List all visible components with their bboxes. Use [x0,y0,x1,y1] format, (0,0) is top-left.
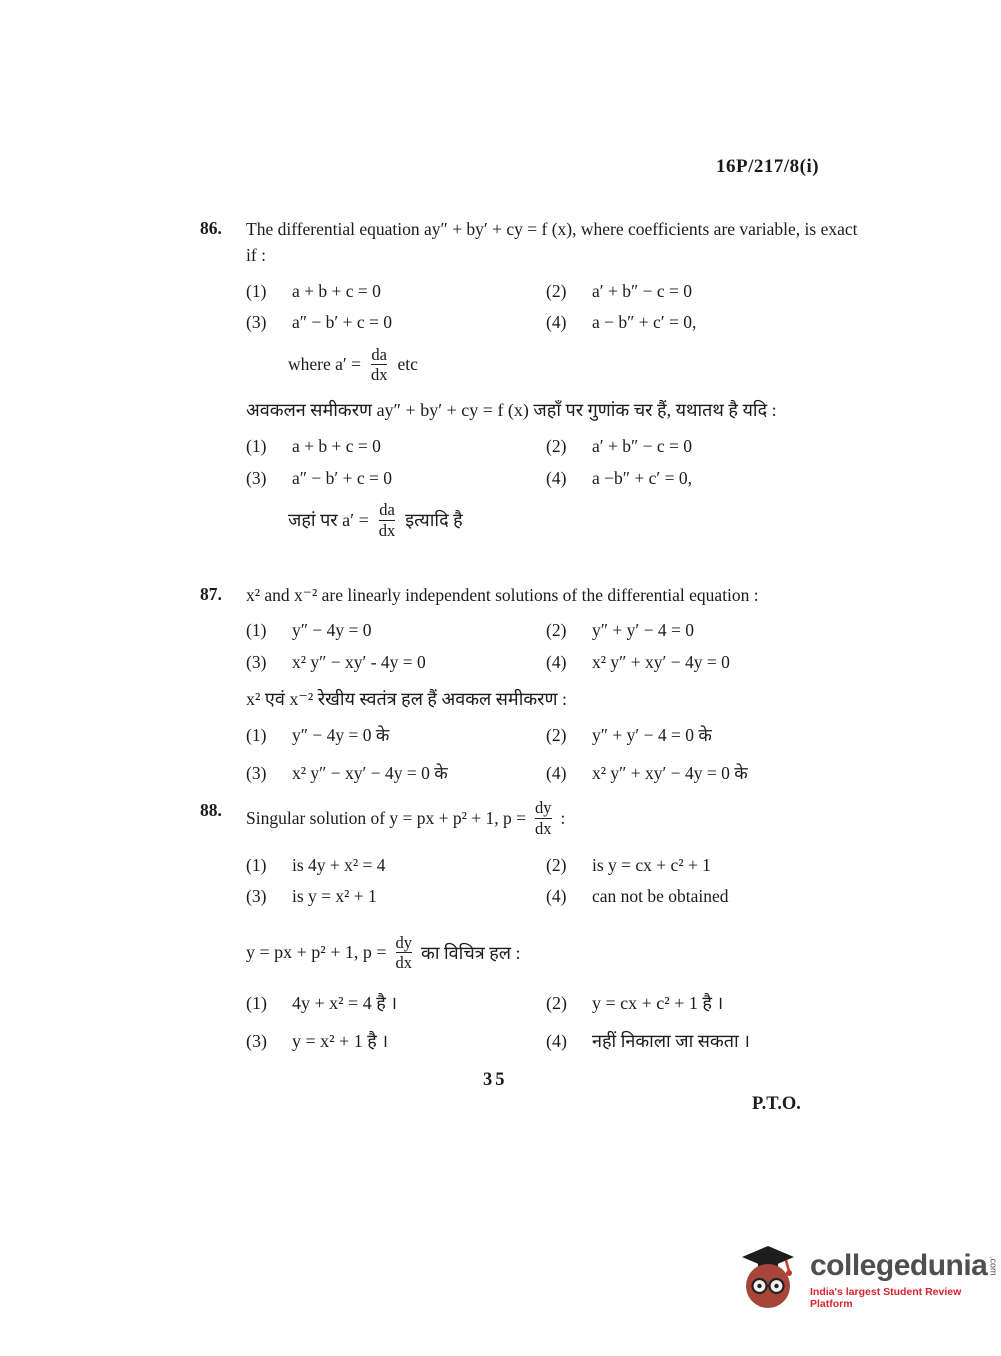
option-text: a″ − b′ + c = 0 [292,467,393,488]
option [246,434,546,459]
brand-domain: .com [988,1256,999,1276]
option-text: a′ + b″ − c = 0 [592,436,693,457]
question-87-options-hi [246,723,865,785]
intro-prefix: Singular solution of y = px + p² + 1, p = [246,807,526,828]
fraction-da-dx [379,500,396,541]
question-88-options-en [246,853,865,909]
option-number: (4) [546,1031,567,1052]
question-87-options-en [246,618,865,674]
option-text: is y = x² + 1 [292,886,377,907]
option [546,434,865,459]
option [546,884,865,909]
question-88-text-en [246,798,865,839]
option [546,618,865,643]
question-86-options-hi [246,434,865,490]
question-86-body [246,216,865,553]
fraction-numerator: dy [395,932,413,952]
intro-suffix: : [560,807,566,828]
option-number: (3) [246,312,267,332]
option-number: (2) [546,993,567,1014]
option-number: (4) [546,651,567,672]
brand-name: collegedunia [810,1249,988,1282]
option-text: नहीं निकाला जा सकता । [592,1031,750,1052]
fraction-da-dx [371,345,388,386]
fraction-numerator: da [379,500,395,520]
fraction-numerator: da [371,344,387,364]
fraction-denominator: dx [395,953,413,973]
option-text: 4y + x² = 4 है । [292,993,398,1014]
option [546,723,865,748]
option-number: (2) [546,725,567,746]
option [246,853,546,878]
question-86 [200,216,865,553]
option-text: y = x² + 1 है । [292,1031,389,1052]
option-text: a + b + c = 0 [292,436,381,457]
question-86-where-hi [288,500,865,541]
option [246,884,546,909]
collegedunia-wordmark [810,1251,1001,1310]
intro-suffix: का विचित्र हल : [421,942,521,963]
question-88-body [246,798,865,1061]
where-prefix: where a′ = [288,354,361,375]
option-number: (4) [546,886,567,907]
option-number: (1) [246,620,267,641]
where-suffix: इत्यादि है [405,510,463,531]
option [546,466,865,491]
option-number: (1) [246,280,267,301]
option-number: (4) [546,762,567,783]
option-text: x² y″ + xy′ − 4y = 0 के [592,762,748,783]
question-87-number: 87. [200,584,222,604]
option-text: x² y″ − xy′ − 4y = 0 के [292,762,448,783]
fraction-dy-dx [535,798,552,839]
option-number: (2) [546,436,567,457]
fraction-denominator: dx [378,520,396,540]
page-number: 35 [483,1070,508,1090]
option-number: (3) [246,651,267,672]
option [546,853,865,878]
fraction-denominator: dx [370,365,388,385]
question-86-number: 86. [200,218,222,238]
collegedunia-logo [738,1244,1001,1317]
option-text: x² y″ + xy′ − 4y = 0 [592,651,730,672]
option [546,310,865,335]
where-prefix: जहां पर a′ = [288,510,369,531]
option [546,761,865,786]
question-87-text-hi: x² एवं x⁻² रेखीय स्वतंत्र हल हैं अवकल समीकरण : [246,689,568,710]
option-text: is y = cx + c² + 1 [592,854,711,875]
option-text: is 4y + x² = 4 [292,854,386,875]
question-87-body [246,582,865,791]
option [246,618,546,643]
question-87-text-en: x² and x⁻² are linearly independent solutions of the differential equation : [246,585,759,605]
option-number: (3) [246,467,267,488]
question-86-text-hi: अवकलन समीकरण ay″ + by′ + cy = f (x) जहाँ पर गुणांक चर हैं, यथातथ है यदि : [246,400,777,421]
option-number: (2) [546,280,567,301]
option-text: y″ − 4y = 0 के [292,725,390,746]
option-number: (4) [546,467,567,488]
collegedunia-mascot-icon [738,1244,798,1317]
option-number: (1) [246,854,267,875]
paper-code: 16P/217/8(i) [716,156,820,177]
option [246,761,546,786]
option-text: y = cx + c² + 1 है । [592,993,724,1014]
option [546,1029,865,1054]
option [546,991,865,1016]
option [246,991,546,1016]
option-text: y″ + y′ − 4 = 0 [592,620,694,641]
fraction-denominator: dx [535,818,552,838]
question-86-where-en [288,345,865,386]
option-text: a −b″ + c′ = 0, [592,467,693,488]
question-88-number: 88. [200,800,222,820]
intro-prefix: y = px + p² + 1, p = [246,942,387,963]
option-number: (1) [246,436,267,457]
option-number: (3) [246,762,267,783]
option-number: (1) [246,725,267,746]
option [246,279,546,304]
option-number: (3) [246,886,267,907]
option [246,650,546,675]
option [546,650,865,675]
option-text: can not be obtained [592,886,729,907]
fraction-dy-dx [396,933,413,974]
question-88-options-hi [246,991,865,1054]
option [246,1029,546,1054]
question-86-options-en [246,279,865,335]
question-87 [200,582,865,791]
pto-label: P.T.O. [752,1094,801,1114]
option [546,279,865,304]
option-number: (4) [546,312,567,332]
option-text: a + b + c = 0 [292,280,381,301]
fraction-numerator: dy [535,798,552,817]
brand-tagline: India's largest Student Review Platform [810,1286,962,1310]
option-text: y″ + y′ − 4 = 0 के [592,725,712,746]
option-text: a′ + b″ − c = 0 [592,280,693,301]
option-text: a − b″ + c′ = 0, [592,312,697,332]
option [246,723,546,748]
question-88-text-hi [246,933,865,974]
option-number: (2) [546,620,567,641]
option [246,310,546,335]
option-number: (3) [246,1031,267,1052]
option [246,466,546,491]
question-88 [200,798,865,1061]
option-text: x² y″ − xy′ - 4y = 0 [292,651,426,672]
option-number: (1) [246,993,267,1014]
option-text: a″ − b′ + c = 0 [292,312,393,332]
where-suffix: etc [397,354,418,375]
option-number: (2) [546,854,567,875]
question-86-text-en: The differential equation ay″ + by′ + cy = f (x), where coefficients are variable, is exact if : [246,219,858,266]
option-text: y″ − 4y = 0 [292,620,372,641]
